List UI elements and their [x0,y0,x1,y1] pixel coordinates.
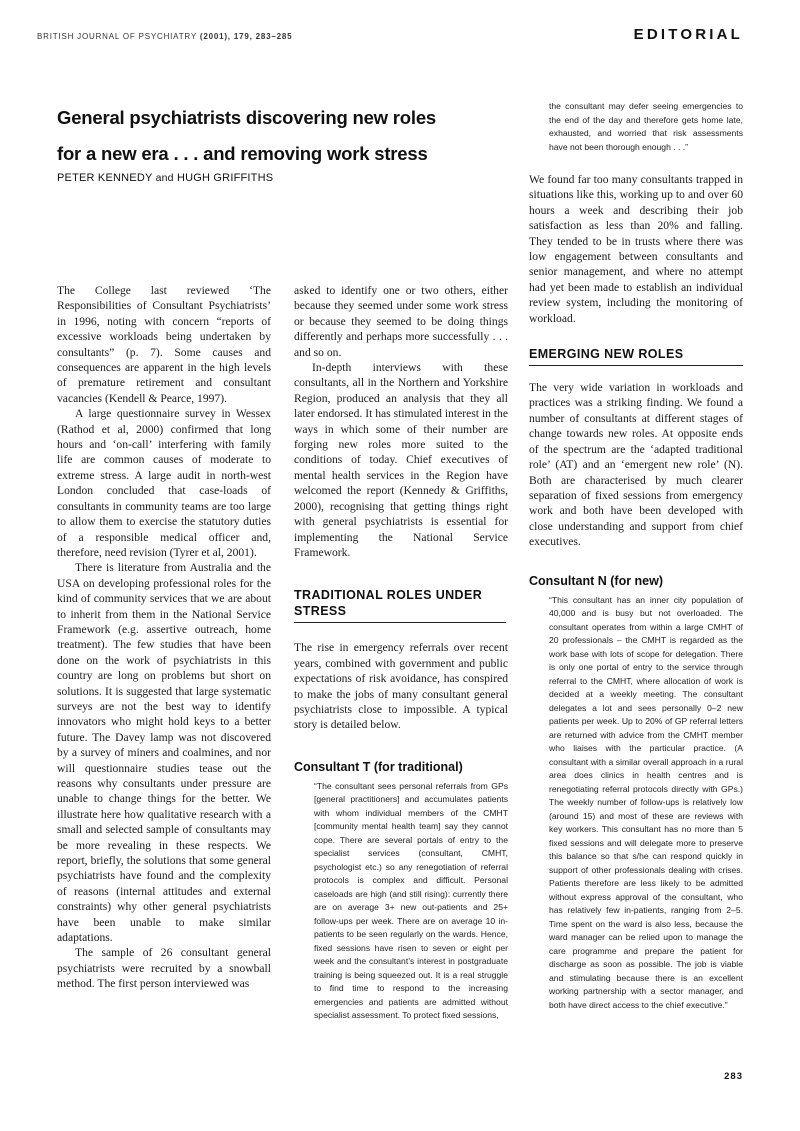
section-heading-emerging-roles: EMERGING NEW ROLES [529,346,743,366]
section-label: EDITORIAL [633,26,743,43]
author-1: PETER KENNEDY [57,172,153,184]
article-title [57,100,497,172]
title-line-1: General psychiatrists discovering new roles [57,107,437,128]
case-quote-consultant-n: “This consultant has an inner city population of 40,000 and is busy but not overloaded. The consultant operates from within a large CMHT of 20 professionals – the CMHT is regarded as the work base with lots of scope for delegation. There is only one portal of entry to the service through referral to the CMHT, where allocation of work is decided at a weekly meeting. The consultant delegates a lot and sees personally 0–2 new patients per week. Up to 20% of GP referral letters are returned with advice from the CMHT member who liaises with the particular practice. (A consultant with a similar overall approach in a rural area does clinics in health centres and is renegotiating referral protocols directly with GPs.) The weekly number of follow-ups is relatively low (around 15) and most of these are reviews with key workers. This consultant has no more than 5 fixed sessions and will delegate more to preserve this balance so that s/he can respond quickly in support of other professionals dealing with crises. Patients therefore are less likely to be admitted without express approval of the consultant, who has relatively few in-patients, ranging from 2–5. Time spent on the ward is also less, because the ward manager can be relied upon to manage the care programme and prepare the patient for discharge as soon as possible. The job is viable and stimulating because there is an excellent working partnership with a sector manager, and both have direct access to the chief executive.” [549,594,743,1010]
case-quote-consultant-t: “The consultant sees personal referrals from GPs [general practitioners] and accumulates patients with whom individual members of the CMHT [community mental health team] say they cannot cope. There are several portals of entry to the specialist services (consultant, CMHT, psychologist etc.) so any renegotiation of referral protocols is complex and difficult. Personal caseloads are high (and still rising): currently there are on average 3+ new out-patients and 25+ follow-ups per week. There are on average 10 in-patients to be seen regularly on the wards. Hence, fixed sessions have risen to seven or eight per week and the consultant’s interest in postgraduate training is being squeezed out. It is a real struggle to find time to respond to the increasing emergencies and patients are admitted without specialist assessment. To protect fixed sessions, [314,780,508,1021]
page-number: 283 [724,1071,743,1082]
citation: (2001), 179, 283–285 [199,32,293,41]
paragraph: The very wide variation in workloads and practices was a striking finding. We found a number of consultants at different stages of change towards new roles. At opposite ends of the spectrum are the ‘adapted traditional role’ (AT) and an ‘emergent new role’ (N). Both are characterised by much clearer separation of fixed sessions from emergency work and both have been developed with close understanding and support from chief executives. [529,381,743,549]
column-2 [294,283,508,1023]
author-2: HUGH GRIFFITHS [176,172,274,184]
paragraph: There is literature from Australia and the USA on developing professional roles for the kind of community services that we are about to inherit from them in the National Service Framework (e.g. assertive outreach, home treatment). The few studies that have been done on the work of psychiatrists in this country are long on problems but short on solutions. It is suggested that large systematic surveys are not the best way to identify innovators who might hold keys to a better future. The Davey lamp was not discovered by a survey of miners and coalmines, and nor will questionnaire studies tease out the reasons why consultants under pressure are unable to change things for the better. We illustrate here how qualitative research with a small and selected sample of consultants may be more revealing in these respects. We report, briefly, the solutions that some general psychiatrists have found and the complexity of reasons (internal attitudes and external constraints) why other general psychiatrists have been unable to make similar adaptations. [57,561,271,945]
paragraph: The sample of 26 consultant general psychiatrists were recruited by a snowball method. The first person interviewed was [57,946,271,991]
authors [57,172,273,184]
journal-name: BRITISH JOURNAL OF PSYCHIATRY [37,32,197,41]
title-line-2: for a new era . . . and removing work stress [57,143,428,164]
paragraph: asked to identify one or two others, either because they seemed under some work stress or because they seemed to be doing things differently and perhaps more successfully . . . and so on. [294,284,508,359]
column-1 [57,283,271,992]
paragraph: The College last reviewed ‘The Responsibilities of Consultant Psychiatrists’ in 1996, noting with concern “reports of excessive workloads being undertaken by consultants” (p. 7). Some causes and consequences are apparent in the high levels of premature retirement and consultant vacancies (Kendell & Pearce, 1997). [57,284,271,405]
running-head [37,32,292,41]
section-heading-traditional-roles: TRADITIONAL ROLES UNDER STRESS [294,587,506,623]
case-quote-continued: the consultant may defer seeing emergencies to the end of the day and therefore gets home late, exhausted, and worried that risk assessments have not been thorough enough . . .” [549,101,743,152]
paragraph: A large questionnaire survey in Wessex (Rathod et al, 2000) confirmed that long hours and ‘on-call’ interfering with family life are common causes of moderate to extreme stress. A large audit in north-west London concluded that case-loads of consultants in community teams are too large to allow them to exercise the statutory duties of a responsible medical officer and, therefore, need revision (Tyrer et al, 2001). [57,407,271,559]
subheading-consultant-n: Consultant N (for new) [529,573,664,588]
paragraph: The rise in emergency referrals over recent years, combined with government and public expectations of risk avoidance, has conspired to make the jobs of many consultant general psychiatrists close to impossible. A typical story is detailed below. [294,641,508,732]
paragraph: In-depth interviews with these consultants, all in the Northern and Yorkshire Region, produced an analysis that they all later endorsed. It has stimulated interest in the ways in which some of their number are forging new roles more suited to the conditions of today. Chief executives of mental health services in the Region have welcomed the report (Kennedy & Griffiths, 2000), recognising that getting things right with general psychiatrists is essential for implementing the National Service Framework. [294,361,508,559]
subheading-consultant-t: Consultant T (for traditional) [294,759,463,774]
paragraph: We found far too many consultants trapped in situations like this, working up to and over 60 hours a week and describing their job satisfaction as less than 20% and falling. They tended to be in trusts where there was low engagement between consultants and senior management, and where no attempt had yet been made to establish an individual review system, including the monitoring of workload. [529,173,743,325]
column-3 [529,100,743,1012]
author-conjunction: and [155,172,174,184]
